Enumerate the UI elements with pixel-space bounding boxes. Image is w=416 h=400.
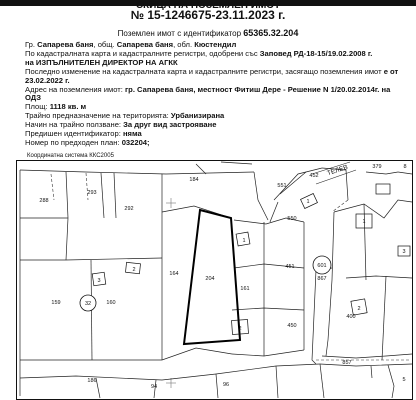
building-label-3b: 3 xyxy=(402,249,406,255)
parcel-label-8: 8 xyxy=(403,164,407,170)
last-change-date-b: 23.02.2022 г. xyxy=(25,76,70,85)
location-prefix: Гр. xyxy=(25,41,36,49)
building-label-3: 3 xyxy=(97,278,101,284)
cadastral-map-svg xyxy=(16,160,413,400)
building-label-2c: 2 xyxy=(357,306,361,312)
parcel-label-204: 204 xyxy=(205,276,215,282)
parcel-label-379: 379 xyxy=(372,164,382,170)
municipality-value: Сапарева баня xyxy=(116,41,174,49)
approved-prefix: По кадастралната карта и кадастралните регистри, одобрени със xyxy=(25,49,258,58)
prev-id-prefix: Предишен идентификатор: xyxy=(25,130,121,139)
address-prefix: Адрес на поземления имот: xyxy=(25,85,123,94)
parcel-label-159: 159 xyxy=(51,300,61,306)
coordinate-system-label: Координатна система ККС2005 xyxy=(27,153,114,159)
parcel-label-452: 452 xyxy=(309,173,319,179)
approved-line xyxy=(25,50,413,59)
municipality-prefix: , общ. xyxy=(93,41,115,49)
parcel-identifier-line xyxy=(0,28,416,39)
building-label-2b: 2 xyxy=(238,326,242,332)
usage-prefix: Начин на трайно ползване: xyxy=(25,121,122,130)
last-change-line xyxy=(25,68,413,77)
parcel-label-288: 288 xyxy=(39,198,49,204)
parcel-label-184: 184 xyxy=(189,177,199,183)
parcel-label-450: 450 xyxy=(287,323,297,329)
approved-by: на ИЗПЪЛНИТЕЛЕН ДИРЕКТОР НА АГКК xyxy=(25,58,178,67)
prev-id-value: няма xyxy=(122,130,142,139)
identifier-prefix: Поземлен имот с идентификатор xyxy=(117,29,242,38)
prev-plan-prefix: Номер по предходен план: xyxy=(25,138,120,147)
last-change-date-line xyxy=(25,77,413,86)
address-line xyxy=(25,86,413,95)
parcel-label-94: 94 xyxy=(150,384,158,390)
parcel-label-186: 186 xyxy=(87,378,97,384)
prev-id-line xyxy=(25,130,413,139)
prev-plan-line xyxy=(25,139,413,148)
parcel-label-96: 96 xyxy=(222,382,230,388)
purpose-line xyxy=(25,112,413,121)
parcel-label-857: 857 xyxy=(342,360,352,366)
parcel-info xyxy=(25,41,413,148)
parcel-label-550: 550 xyxy=(287,216,297,222)
location-value: Сапарева баня xyxy=(37,41,94,49)
usage-line xyxy=(25,121,413,130)
circle-label-32: 32 xyxy=(84,301,92,307)
building-label-2a: 2 xyxy=(132,267,136,273)
parcel-label-5: 5 xyxy=(402,377,406,383)
parcel-label-551: 551 xyxy=(277,183,287,189)
parcel-label-400: 400 xyxy=(346,314,356,320)
building-label-1b: 1 xyxy=(362,219,366,225)
location-line xyxy=(25,41,413,50)
address-value-b: ОДЗ xyxy=(25,94,42,103)
document-title: СКИЦА НА ПОЗЕМЛЕН ИМОТ xyxy=(135,0,281,11)
approved-order: Заповед РД-18-15/19.02.2008 г. xyxy=(259,49,373,58)
circle-label-601: 601 xyxy=(317,263,327,269)
parcel-identifier: 65365.32.204 xyxy=(243,28,299,38)
prev-plan-value: 032204; xyxy=(121,138,150,147)
parcel-label-161: 161 xyxy=(240,286,250,292)
purpose-prefix: Трайно предназначение на територията: xyxy=(25,112,169,121)
region-prefix: , обл. xyxy=(173,41,193,49)
usage-value: За друг вид застрояване xyxy=(123,121,217,130)
document-number: № 15-1246675-23.11.2023 г. xyxy=(130,8,286,22)
parcel-label-293: 293 xyxy=(87,190,97,196)
address-line-2 xyxy=(25,94,413,103)
area-prefix: Площ: xyxy=(25,103,48,112)
address-value-a: гр. Сапарева баня, местност Фитиш Дере - Решение N 1/20.02.2014г. на xyxy=(125,85,391,94)
parcel-label-292: 292 xyxy=(124,206,134,212)
parcel-label-451: 451 xyxy=(285,264,295,270)
last-change-prefix: Последно изменение на кадастралната карта и кадастралните регистри, засягащо поземления имот xyxy=(25,67,382,76)
building-label-1c: 1 xyxy=(306,199,310,205)
parcel-label-164: 164 xyxy=(169,271,179,277)
last-change-date-a: е от xyxy=(383,67,399,76)
purpose-value: Урбанизирана xyxy=(170,112,225,121)
approved-by-line xyxy=(25,59,413,68)
parcel-label-160: 160 xyxy=(106,300,116,306)
area-value: 1118 кв. м xyxy=(49,103,87,112)
street-name-label: ТЕЛЕВ xyxy=(326,163,349,178)
cadastral-map xyxy=(16,160,413,400)
area-line xyxy=(25,103,413,112)
building-label-1a: 1 xyxy=(242,238,246,244)
parcel-label-867: 867 xyxy=(317,276,327,282)
region-value: Кюстендил xyxy=(194,41,237,49)
